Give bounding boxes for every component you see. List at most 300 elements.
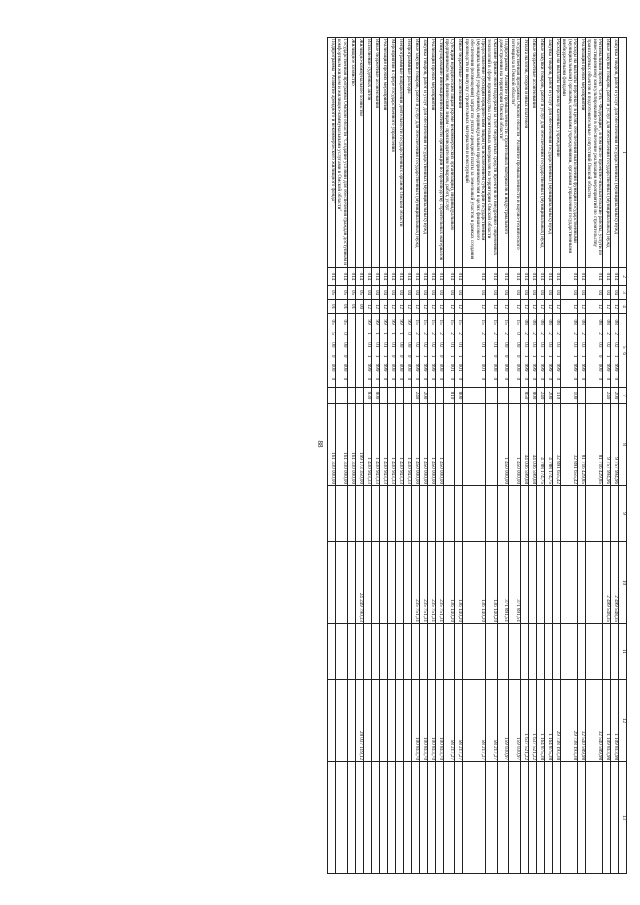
cell-col11 xyxy=(509,624,521,680)
cell-col7: 850 xyxy=(520,388,528,404)
cell-col9 xyxy=(371,486,379,542)
cell-col11 xyxy=(347,624,355,680)
target-code: 1520000000 xyxy=(497,314,509,388)
cell-col11 xyxy=(435,624,443,680)
cell-col13 xyxy=(509,762,521,874)
target-code: 9910000000 xyxy=(395,314,403,388)
cell-col4: 04 xyxy=(577,286,585,300)
cell-col10: 24 249 790,33 xyxy=(355,542,363,624)
item-name: Оказание финансовой поддержки за счет бюджетных средств проектов по внедрению современных технологий в сфере производства строительных материалов на территории Омской области xyxy=(485,38,497,268)
cell-col4: 04 xyxy=(603,286,611,300)
cell-col8: 81 716 429,85 xyxy=(585,404,602,486)
cell-col13 xyxy=(379,762,387,874)
item-name: Уплата налогов, сборов и иных платежей xyxy=(520,38,528,268)
cell-col12 xyxy=(379,680,387,762)
cell-col9 xyxy=(443,486,455,542)
item-name: Мероприятия в сфере государственного управления xyxy=(387,38,395,268)
cell-col9 xyxy=(395,486,403,542)
cell-col11 xyxy=(443,624,455,680)
cell-col3: 014 xyxy=(485,268,497,286)
header-row xyxy=(619,38,627,874)
cell-col12: 58 217,27 xyxy=(443,680,455,762)
cell-col3: 014 xyxy=(528,268,536,286)
cell-col10: 136 140,20 xyxy=(463,542,485,624)
table-row xyxy=(603,38,611,874)
cell-col11 xyxy=(395,624,403,680)
cell-col11 xyxy=(544,624,552,680)
cell-col4: 04 xyxy=(552,286,560,300)
table-row xyxy=(411,38,419,874)
cell-col3: 014 xyxy=(611,268,619,286)
item-name: Иные бюджетные ассигнования xyxy=(455,38,463,268)
cell-col8: 9 757 994,96 xyxy=(603,404,611,486)
cell-col4: 04 xyxy=(443,286,455,300)
cell-col9 xyxy=(455,486,463,542)
cell-col10 xyxy=(585,542,602,624)
cell-col10 xyxy=(403,542,411,624)
cell-col7: 110 xyxy=(552,388,560,404)
cell-col4: 04 xyxy=(379,286,387,300)
cell-col13 xyxy=(363,762,371,874)
cell-col7: 240 xyxy=(411,388,419,404)
table-row xyxy=(347,38,355,874)
cell-col8 xyxy=(443,404,455,486)
cell-col11 xyxy=(355,624,363,680)
target-code: 0820319990 xyxy=(552,314,560,388)
cell-col13 xyxy=(544,762,552,874)
cell-col10: 136 140,20 xyxy=(485,542,497,624)
cell-col8: 1 450 000,00 xyxy=(411,404,419,486)
cell-col9 xyxy=(497,486,509,542)
cell-col12: 1 637 521,22 xyxy=(528,680,536,762)
cell-col10 xyxy=(328,542,336,624)
cell-col8: 1 450 000,00 xyxy=(427,404,435,486)
cell-col13 xyxy=(497,762,509,874)
cell-col8: 161 330 000,00 xyxy=(336,404,348,486)
cell-col13 xyxy=(443,762,455,874)
cell-col5: 12 xyxy=(443,300,455,314)
cell-col9 xyxy=(603,486,611,542)
item-name: Непрограммные направления деятельности государственных органов Омской области xyxy=(395,38,403,268)
cell-col12: 100 813,70 xyxy=(419,680,427,762)
cell-col7: 800 xyxy=(528,388,536,404)
cell-col10: 235 751,31 xyxy=(419,542,427,624)
cell-col13 xyxy=(427,762,435,874)
item-name: Закупка товаров, работ и услуг для обеспечения государственных (муниципальных) нужд xyxy=(544,38,552,268)
cell-col13 xyxy=(536,762,544,874)
item-name: Иные закупки товаров, работ и услуг для обеспечения государственных (муниципальных) нужд xyxy=(536,38,544,268)
cell-col4: 04 xyxy=(363,286,371,300)
cell-col13 xyxy=(603,762,611,874)
item-name: Государственная программа Омской области "Развитие промышленности и научно-технического потенциала в Омской области" xyxy=(509,38,521,268)
cell-col12 xyxy=(347,680,355,762)
target-code: 9910100000 xyxy=(387,314,395,388)
cell-col7 xyxy=(387,388,395,404)
cell-col9 xyxy=(328,486,336,542)
cell-col8: 1 430 943,33 xyxy=(395,404,403,486)
cell-col3: 014 xyxy=(371,268,379,286)
cell-col13 xyxy=(577,762,585,874)
header-cell: 5 6 xyxy=(619,314,627,388)
cell-col9 xyxy=(485,486,497,542)
cell-col5: 01 xyxy=(328,300,336,314)
cell-col12 xyxy=(403,680,411,762)
cell-col11 xyxy=(577,624,585,680)
cell-col5: 12 xyxy=(544,300,552,314)
cell-col13 xyxy=(455,762,463,874)
cell-col7 xyxy=(336,388,348,404)
cell-col5: 12 xyxy=(611,300,619,314)
cell-col7 xyxy=(347,388,355,404)
item-name: Непрограммные расходы xyxy=(403,38,411,268)
table-row xyxy=(577,38,585,874)
cell-col3: 014 xyxy=(427,268,435,286)
cell-col8: 1 430 943,33 xyxy=(387,404,395,486)
table-row xyxy=(552,38,560,874)
cell-col13 xyxy=(520,762,528,874)
cell-col9 xyxy=(355,486,363,542)
cell-col7 xyxy=(485,388,497,404)
cell-col10: 235 751,31 xyxy=(435,542,443,624)
cell-col5: 12 xyxy=(552,300,560,314)
cell-col8: 44 036 599,68 xyxy=(520,404,528,486)
cell-col3: 014 xyxy=(552,268,560,286)
cell-col11 xyxy=(611,624,619,680)
header-cell: 13 xyxy=(619,762,627,874)
target-code: 0820319990 xyxy=(520,314,528,388)
cell-col7: 100 xyxy=(560,388,577,404)
item-name: Иные закупки товаров, работ и услуг для обеспечения государственных (муниципальных) нужд xyxy=(603,38,611,268)
target-code: 0820300000 xyxy=(585,314,602,388)
target-code: 1520110010 xyxy=(463,314,485,388)
target-code: 0550000000 xyxy=(328,314,336,388)
table-row xyxy=(485,38,497,874)
cell-col9 xyxy=(411,486,419,542)
cell-col11 xyxy=(336,624,348,680)
cell-col3: 014 xyxy=(395,268,403,286)
cell-col5: 12 xyxy=(403,300,411,314)
item-name: Иные закупки товаров, работ и услуг для обеспечения государственных (муниципальных) нужд xyxy=(411,38,419,268)
header-cell: 1 xyxy=(619,38,627,268)
cell-col7: 800 xyxy=(371,388,379,404)
cell-col13 xyxy=(371,762,379,874)
cell-col4: 04 xyxy=(497,286,509,300)
target-code: 0820319990 xyxy=(560,314,577,388)
cell-col7: 200 xyxy=(419,388,427,404)
cell-col9 xyxy=(611,486,619,542)
cell-col9 xyxy=(363,486,371,542)
cell-col3: 014 xyxy=(363,268,371,286)
cell-col4: 04 xyxy=(485,286,497,300)
cell-col10 xyxy=(387,542,395,624)
item-name: Жилищно-коммунальное хозяйство xyxy=(355,38,363,268)
cell-col4: 04 xyxy=(371,286,379,300)
cell-col12: 100 813,70 xyxy=(427,680,435,762)
cell-col4: 05 xyxy=(336,286,348,300)
cell-col8: 9 757 994,96 xyxy=(611,404,619,486)
target-code: 1500000000 xyxy=(509,314,521,388)
cell-col11 xyxy=(497,624,509,680)
cell-col3: 014 xyxy=(419,268,427,286)
cell-col8: 161 330 000,00 xyxy=(347,404,355,486)
cell-col11 xyxy=(411,624,419,680)
cell-col13 xyxy=(355,762,363,874)
cell-col9 xyxy=(427,486,435,542)
cell-col3: 014 xyxy=(455,268,463,286)
cell-col12 xyxy=(363,680,371,762)
item-name: Иные бюджетные ассигнования xyxy=(371,38,379,268)
cell-col13 xyxy=(387,762,395,874)
cell-col5: 12 xyxy=(363,300,371,314)
page-number: 88 xyxy=(316,440,324,448)
cell-col9 xyxy=(463,486,485,542)
header-cell: 9 xyxy=(619,486,627,542)
cell-col10: 371 891,51 xyxy=(509,542,521,624)
item-name: Закупка товаров, работ и услуг для обеспечения государственных (муниципальных) нужд xyxy=(611,38,619,268)
cell-col12 xyxy=(371,680,379,762)
cell-col11 xyxy=(427,624,435,680)
cell-col12: 1 164 875,38 xyxy=(544,680,552,762)
cell-col12: 29 738 193,38 xyxy=(552,680,560,762)
cell-col7: 240 xyxy=(603,388,611,404)
cell-col5: 12 xyxy=(463,300,485,314)
cell-col12 xyxy=(387,680,395,762)
cell-col5: 12 xyxy=(603,300,611,314)
cell-col13 xyxy=(395,762,403,874)
target-code xyxy=(355,314,363,388)
cell-col5: 12 xyxy=(497,300,509,314)
cell-col10 xyxy=(336,542,348,624)
cell-col13 xyxy=(328,762,336,874)
cell-col13 xyxy=(611,762,619,874)
cell-col13 xyxy=(419,762,427,874)
cell-col4: 04 xyxy=(411,286,419,300)
cell-col7 xyxy=(577,388,585,404)
cell-col9 xyxy=(435,486,443,542)
cell-col4: 04 xyxy=(403,286,411,300)
cell-col12: 32 540 589,98 xyxy=(577,680,585,762)
target-code: 0820319990 xyxy=(544,314,552,388)
cell-col9 xyxy=(379,486,387,542)
cell-col4: 05 xyxy=(328,286,336,300)
cell-col4: 04 xyxy=(463,286,485,300)
cell-col9 xyxy=(387,486,395,542)
cell-col7: 200 xyxy=(544,388,552,404)
cell-col9 xyxy=(536,486,544,542)
item-name: Стимулирование инновационной активности организаций по производству строительных материалов xyxy=(435,38,443,268)
table-row xyxy=(395,38,403,874)
item-name: Подпрограмма "Развитие арендного и некоммерческого жилищного фонда" xyxy=(328,38,336,268)
item-name: Государственная программа Омской области "Создание условий для обеспечения граждан доступным и комфортным жильем и жилищно-коммунальными услугами в Омской области" xyxy=(336,38,348,268)
cell-col3: 014 xyxy=(497,268,509,286)
cell-col12: 58 217,27 xyxy=(485,680,497,762)
cell-col5: 12 xyxy=(560,300,577,314)
cell-col7: 830 xyxy=(363,388,371,404)
cell-col8: 1 430 943,33 xyxy=(371,404,379,486)
cell-col8: 44 036 599,68 xyxy=(528,404,536,486)
table-row xyxy=(455,38,463,874)
target-code: 1520200000 xyxy=(435,314,443,388)
table-row xyxy=(379,38,387,874)
target-code: 9910119990 xyxy=(371,314,379,388)
cell-col4: 04 xyxy=(387,286,395,300)
cell-col12: 100 813,70 xyxy=(435,680,443,762)
cell-col5: 12 xyxy=(455,300,463,314)
cell-col11 xyxy=(603,624,611,680)
table-body xyxy=(328,38,619,874)
table-row xyxy=(435,38,443,874)
target-code: 1520110010 xyxy=(443,314,455,388)
table-row xyxy=(363,38,371,874)
cell-col8: 1 430 943,33 xyxy=(403,404,411,486)
cell-col3: 014 xyxy=(577,268,585,286)
cell-col12: 159 030,97 xyxy=(497,680,509,762)
table-row xyxy=(520,38,528,874)
cell-col10 xyxy=(560,542,577,624)
cell-col4: 04 xyxy=(520,286,528,300)
cell-col11 xyxy=(585,624,602,680)
table-row xyxy=(336,38,348,874)
header-cell: 8 xyxy=(619,404,627,486)
cell-col5: 12 xyxy=(509,300,521,314)
target-code: 0820219990 xyxy=(603,314,611,388)
cell-col5: 12 xyxy=(485,300,497,314)
cell-col13 xyxy=(585,762,602,874)
cell-col4: 04 xyxy=(544,286,552,300)
cell-col7 xyxy=(463,388,485,404)
header-cell: 4 xyxy=(619,300,627,314)
cell-col4: 04 xyxy=(536,286,544,300)
cell-col4: 05 xyxy=(355,286,363,300)
cell-col10 xyxy=(395,542,403,624)
cell-col10 xyxy=(347,542,355,624)
cell-col10: 2 499 548,35 xyxy=(611,542,619,624)
cell-col11 xyxy=(536,624,544,680)
table-row xyxy=(328,38,336,874)
cell-col5: 12 xyxy=(419,300,427,314)
table-row xyxy=(611,38,619,874)
cell-col3: 014 xyxy=(336,268,348,286)
cell-col12: 1 109 813,98 xyxy=(611,680,619,762)
cell-col3: 014 xyxy=(463,268,485,286)
cell-col9 xyxy=(552,486,560,542)
cell-col3: 014 xyxy=(509,268,521,286)
cell-col4: 04 xyxy=(528,286,536,300)
cell-col11 xyxy=(387,624,395,680)
cell-col11 xyxy=(560,624,577,680)
target-code: 0820319990 xyxy=(536,314,544,388)
cell-col5: 12 xyxy=(387,300,395,314)
cell-col4: 04 xyxy=(585,286,602,300)
cell-col5: 12 xyxy=(520,300,528,314)
table-row xyxy=(403,38,411,874)
cell-col9 xyxy=(577,486,585,542)
cell-col5: 12 xyxy=(528,300,536,314)
header-cell: 12 xyxy=(619,680,627,762)
cell-col4: 04 xyxy=(427,286,435,300)
cell-col13 xyxy=(435,762,443,874)
cell-col10 xyxy=(371,542,379,624)
cell-col13 xyxy=(560,762,577,874)
cell-col5: 12 xyxy=(379,300,387,314)
cell-col12: 58 217,27 xyxy=(463,680,485,762)
cell-col13 xyxy=(485,762,497,874)
cell-col9 xyxy=(403,486,411,542)
header-cell: 2 xyxy=(619,268,627,286)
cell-col5: 12 xyxy=(395,300,403,314)
cell-col12: 1 109 813,98 xyxy=(603,680,611,762)
cell-col9 xyxy=(347,486,355,542)
item-name: Реализация прочих мероприятий xyxy=(427,38,435,268)
cell-col3: 014 xyxy=(355,268,363,286)
cell-col8: 4 788 174,75 xyxy=(536,404,544,486)
cell-col4: 04 xyxy=(560,286,577,300)
cell-col5: 12 xyxy=(411,300,419,314)
cell-col4: 04 xyxy=(419,286,427,300)
cell-col8: 32 891 655,42 xyxy=(560,404,577,486)
item-name: Расходы на выплаты персоналу в целях обеспечения выполнения функций государственными (муниципальными) органами, казенными учреждениями, органами управления государственными внебюджетными фондами xyxy=(560,38,577,268)
target-code: 0820319990 xyxy=(528,314,536,388)
cell-col10 xyxy=(363,542,371,624)
cell-col8: 32 891 655,42 xyxy=(552,404,560,486)
cell-col8: 1 450 000,00 xyxy=(497,404,509,486)
cell-col7: 810 xyxy=(443,388,455,404)
cell-col10 xyxy=(552,542,560,624)
cell-col12: 58 217,27 xyxy=(455,680,463,762)
cell-col12: 159 030,97 xyxy=(509,680,521,762)
target-code: 1520219990 xyxy=(419,314,427,388)
cell-col9 xyxy=(336,486,348,542)
header-cell: 10 xyxy=(619,542,627,624)
cell-col10 xyxy=(544,542,552,624)
cell-col7: 200 xyxy=(611,388,619,404)
cell-col11 xyxy=(379,624,387,680)
cell-col3: 014 xyxy=(403,268,411,286)
cell-col7: 240 xyxy=(536,388,544,404)
cell-col10: 235 751,31 xyxy=(427,542,435,624)
cell-col8: 1 450 000,00 xyxy=(435,404,443,486)
table-row xyxy=(497,38,509,874)
cell-col9 xyxy=(520,486,528,542)
cell-col10 xyxy=(536,542,544,624)
item-name: Реализация прочих мероприятий xyxy=(577,38,585,268)
cell-col11 xyxy=(528,624,536,680)
cell-col13 xyxy=(411,762,419,874)
cell-col5: 12 xyxy=(371,300,379,314)
item-name: Реализация прочих мероприятий xyxy=(379,38,387,268)
table-row xyxy=(355,38,363,874)
cell-col7 xyxy=(435,388,443,404)
item-name: Исполнение судебных актов xyxy=(363,38,371,268)
cell-col8 xyxy=(485,404,497,486)
cell-col3: 014 xyxy=(585,268,602,286)
item-name: Региональный проект "Сеть - Федерация", в том числе проектно-изыскательские работы, услуги по инвестиционному консультированию в обеспечение реализации мероприятий по строительству транспортных объектов и подготовительные сопутствий Омской области xyxy=(585,38,602,268)
cell-col5: 12 xyxy=(585,300,602,314)
target-code: 1520219990 xyxy=(411,314,419,388)
cell-col7: 800 xyxy=(455,388,463,404)
cell-col5: 00 xyxy=(355,300,363,314)
item-name: Субсидии юридическим лицам (кроме некоммерческих организаций), индивидуальным предпринимателям, физическим лицам - производителям товаров, работ, услуг xyxy=(443,38,455,268)
item-name: Жилищное хозяйство xyxy=(347,38,355,268)
table-row xyxy=(560,38,577,874)
cell-col8: 161 330 000,00 xyxy=(328,404,336,486)
cell-col10: 2 499 548,35 xyxy=(603,542,611,624)
cell-col3: 014 xyxy=(347,268,355,286)
cell-col9 xyxy=(509,486,521,542)
table-row xyxy=(528,38,536,874)
cell-col11 xyxy=(371,624,379,680)
cell-col10: 136 140,20 xyxy=(443,542,455,624)
